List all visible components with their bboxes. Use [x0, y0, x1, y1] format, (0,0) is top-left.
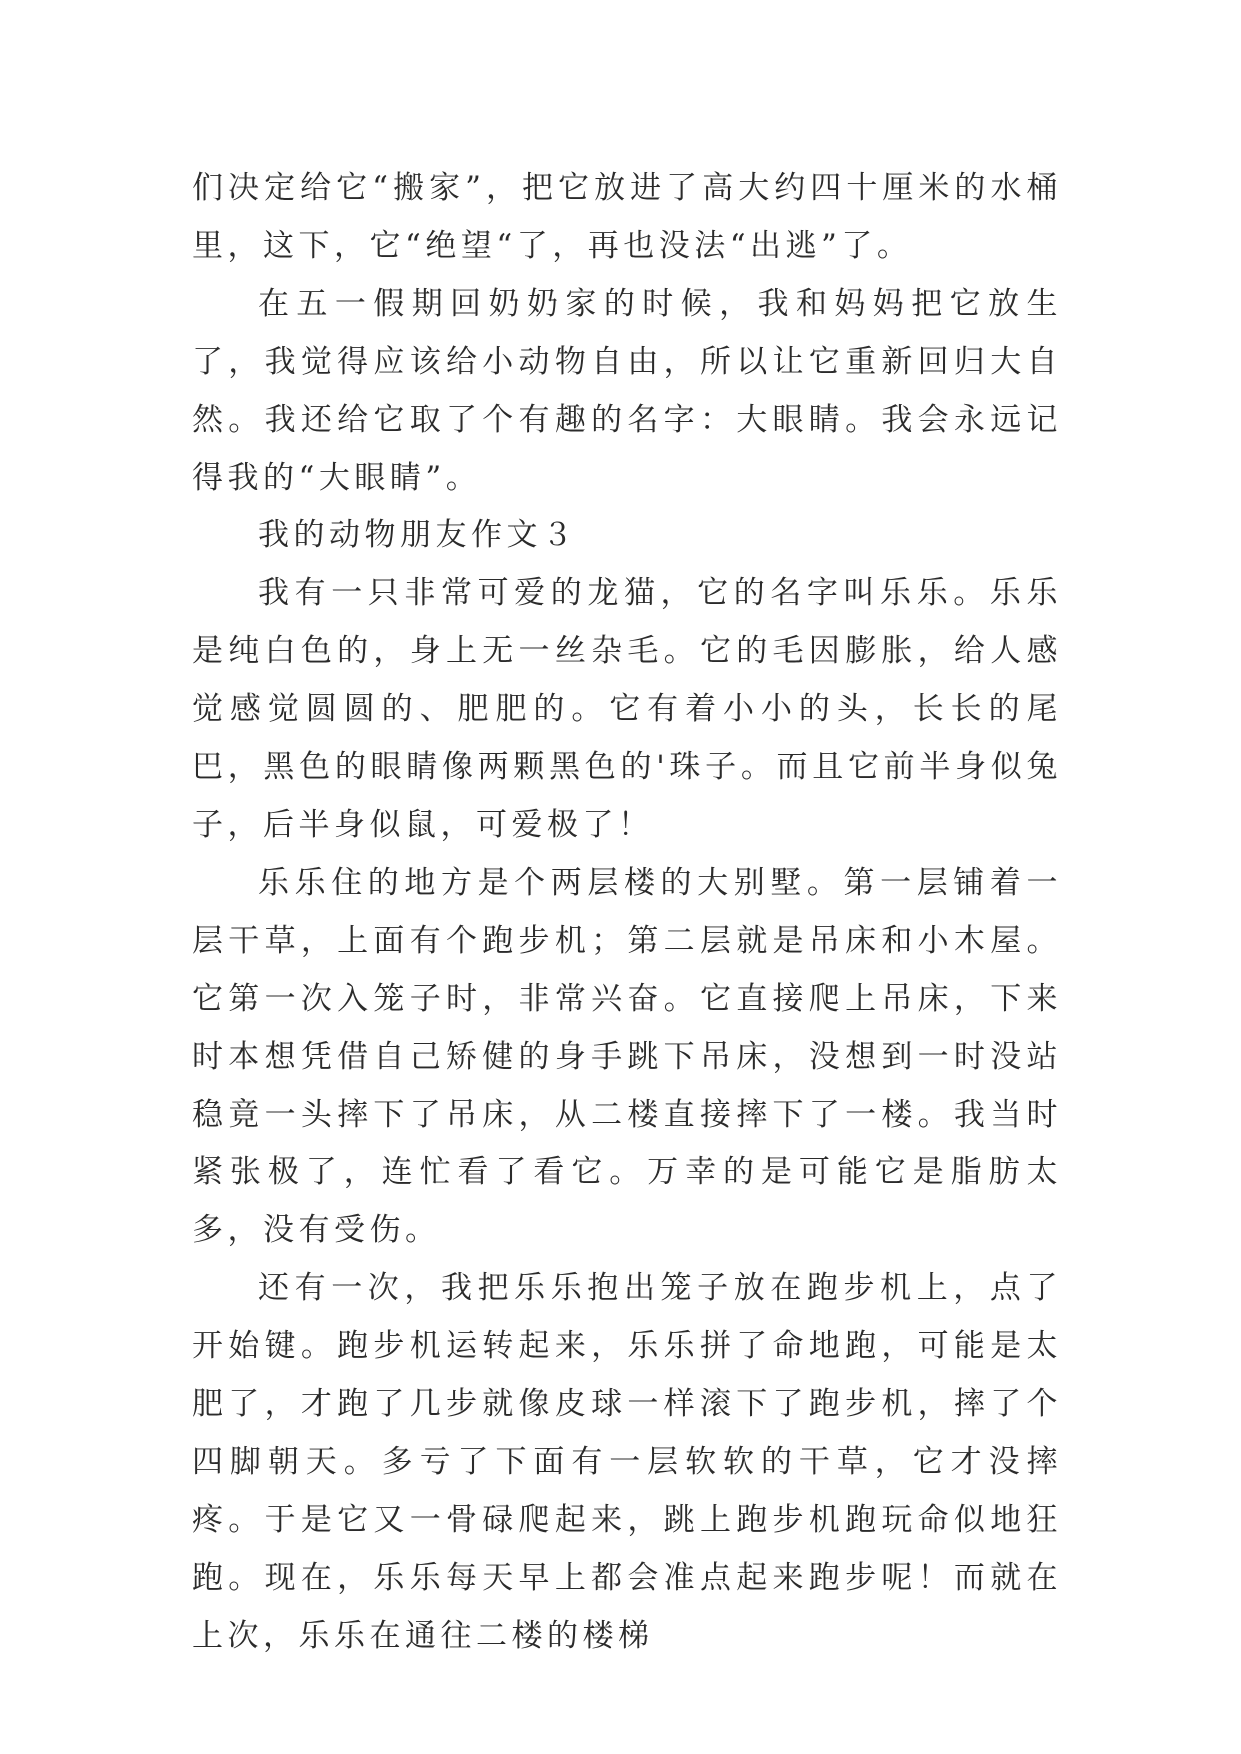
paragraph: 我有一只非常可爱的龙猫，它的名字叫乐乐。乐乐是纯白色的，身上无一丝杂毛。它的毛因膨胀，给人感觉感觉圆圆的、肥肥的。它有着小小的头，长长的尾巴，黑色的眼睛像两颗黑色的'珠子。而且它前半身似兔子，后半身似鼠，可爱极了！ — [192, 575, 1062, 843]
document-body — [192, 160, 1062, 1666]
paragraph: 乐乐住的地方是个两层楼的大别墅。第一层铺着一层干草，上面有个跑步机；第二层就是吊床和小木屋。它第一次入笼子时，非常兴奋。它直接爬上吊床，下来时本想凭借自己矫健的身手跳下吊床，没想到一时没站稳竟一头摔下了吊床，从二楼直接摔下了一楼。我当时紧张极了，连忙看了看它。万幸的是可能它是脂肪太多，没有受伤。 — [192, 864, 1062, 1249]
paragraph: 在五一假期回奶奶家的时候，我和妈妈把它放生了，我觉得应该给小动物自由，所以让它重新回归大自然。我还给它取了个有趣的名字：大眼睛。我会永远记得我的“大眼睛”。 — [192, 285, 1062, 496]
section-heading: 我的动物朋友作文３ — [258, 517, 578, 554]
paragraph-continuation: 们决定给它“搬家”，把它放进了高大约四十厘米的水桶里，这下，它“绝望“了，再也没法“出逃”了。 — [192, 170, 1062, 264]
paragraph: 还有一次，我把乐乐抱出笼子放在跑步机上，点了开始键。跑步机运转起来，乐乐拼了命地跑，可能是太肥了，才跑了几步就像皮球一样滚下了跑步机，摔了个四脚朝天。多亏了下面有一层软软的干草，它才没摔疼。于是它又一骨碌爬起来，跳上跑步机跑玩命似地狂跑。现在，乐乐每天早上都会准点起来跑步呢！而就在上次，乐乐在通往二楼的楼梯 — [192, 1270, 1062, 1654]
